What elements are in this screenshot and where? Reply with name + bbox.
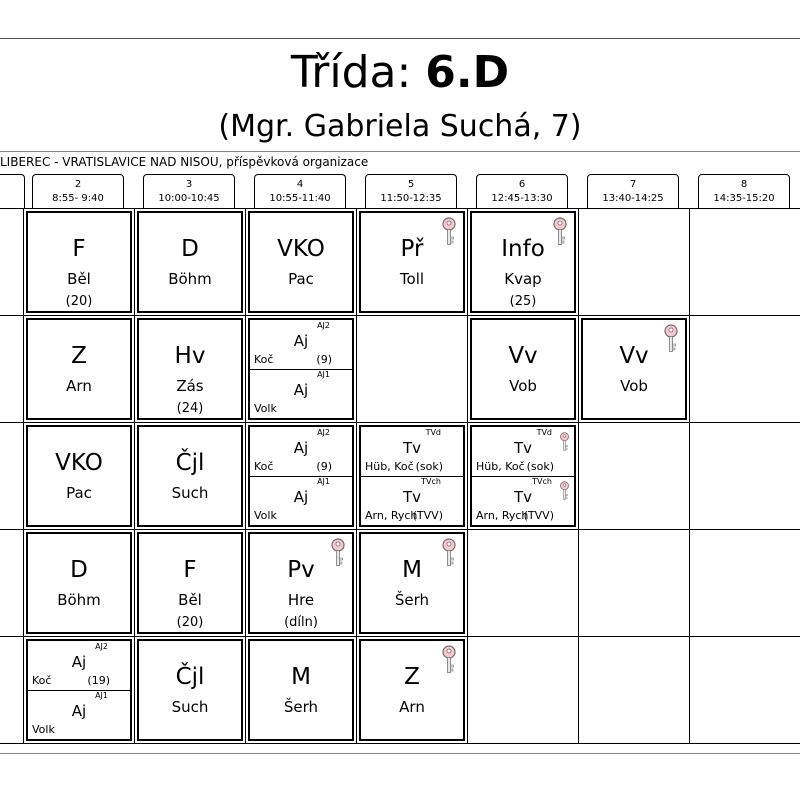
column-divider <box>245 209 246 744</box>
lesson-teacher: Volk <box>254 509 277 522</box>
lesson-subject: Aj <box>293 439 309 457</box>
period-tab-1 <box>0 174 25 208</box>
lesson-room: (20) <box>65 294 93 309</box>
lesson-subject: Vv <box>508 343 538 369</box>
lesson-subject: Čjl <box>175 450 205 476</box>
lesson-cell[interactable] <box>359 532 465 634</box>
lesson-teacher: Pac <box>66 484 92 502</box>
column-divider <box>134 209 135 744</box>
lesson-teacher: Hüb, Koč <box>365 460 414 473</box>
lesson-cell[interactable] <box>248 425 354 527</box>
lesson-teacher: Böhm <box>168 270 212 288</box>
column-divider <box>356 209 357 744</box>
lesson-teacher: Pac <box>288 270 314 288</box>
lesson-teacher: Arn <box>66 377 92 395</box>
lesson-cell[interactable] <box>137 639 243 741</box>
lesson-subject: VKO <box>277 236 325 262</box>
period-time: 10:00-10:45 <box>158 193 220 204</box>
group-lesson-top <box>250 320 352 370</box>
lesson-cell[interactable] <box>26 532 132 634</box>
group-tag: AJ1 <box>317 477 330 486</box>
group-lesson-bottom <box>472 476 574 525</box>
lesson-room: (TVV) <box>523 509 554 522</box>
lesson-teacher: Koč <box>254 353 274 366</box>
group-tag: AJ2 <box>95 642 108 651</box>
lesson-teacher: Koč <box>32 674 52 687</box>
row-divider <box>0 208 800 209</box>
key-icon <box>552 217 568 247</box>
key-icon <box>559 481 570 501</box>
lesson-cell[interactable] <box>248 318 354 420</box>
key-icon <box>559 432 570 452</box>
group-tag: TVch <box>532 477 552 486</box>
class-teacher: (Mgr. Gabriela Suchá, 7) <box>218 109 582 144</box>
lesson-teacher: Volk <box>254 402 277 415</box>
group-lesson-top <box>28 641 130 691</box>
row-divider <box>0 529 800 530</box>
lesson-subject: Aj <box>293 381 309 399</box>
period-time: 8:55- 9:40 <box>52 193 104 204</box>
group-tag: AJ1 <box>317 370 330 379</box>
lesson-cell[interactable] <box>137 318 243 420</box>
lesson-subject: Aj <box>71 702 87 720</box>
lesson-room: (díln) <box>284 615 318 630</box>
key-icon <box>441 538 457 568</box>
group-tag: TVch <box>421 477 441 486</box>
period-number: 4 <box>296 179 304 190</box>
lesson-subject: Tv <box>402 488 422 506</box>
group-lesson-bottom <box>250 476 352 525</box>
period-tab <box>476 174 568 208</box>
lesson-cell[interactable] <box>26 639 132 741</box>
lesson-subject: Tv <box>513 439 533 457</box>
period-tab <box>365 174 457 208</box>
lesson-subject: Tv <box>402 439 422 457</box>
row-divider <box>0 422 800 423</box>
lesson-room: (sok) <box>415 460 443 473</box>
period-number: 6 <box>518 179 526 190</box>
lesson-subject: Vv <box>619 343 649 369</box>
lesson-room: (9) <box>316 460 332 473</box>
group-lesson-top <box>472 427 574 477</box>
lesson-teacher: Such <box>171 698 209 716</box>
lesson-cell[interactable] <box>359 211 465 313</box>
lesson-cell[interactable] <box>137 425 243 527</box>
lesson-subject: VKO <box>55 450 103 476</box>
lesson-room: (25) <box>509 294 537 309</box>
lesson-subject: Hv <box>174 343 206 369</box>
group-lesson-bottom <box>250 369 352 418</box>
lesson-teacher: Toll <box>399 270 425 288</box>
lesson-teacher: Běl <box>67 270 91 288</box>
period-time: 13:40-14:25 <box>602 193 664 204</box>
lesson-teacher: Šerh <box>394 591 430 609</box>
lesson-room: (TVV) <box>412 509 443 522</box>
column-divider <box>689 209 690 744</box>
lesson-subject: Aj <box>293 332 309 350</box>
lesson-subject: Př <box>400 236 424 262</box>
lesson-subject: M <box>402 557 422 583</box>
header-rule <box>0 151 800 152</box>
lesson-teacher: Hüb, Koč <box>476 460 525 473</box>
key-icon <box>441 645 457 675</box>
period-tab <box>32 174 124 208</box>
lesson-subject: Čjl <box>175 664 205 690</box>
lesson-teacher: Kvap <box>504 270 542 288</box>
group-lesson-top <box>361 427 463 477</box>
lesson-teacher: Arn <box>399 698 425 716</box>
lesson-cell[interactable] <box>137 211 243 313</box>
group-tag: TVd <box>425 428 441 437</box>
lesson-teacher: Vob <box>509 377 537 395</box>
key-icon <box>330 538 346 568</box>
bottom-rule <box>0 753 800 754</box>
lesson-cell[interactable] <box>359 639 465 741</box>
lesson-teacher: Arn, Rych <box>476 509 529 522</box>
row-divider <box>0 743 800 744</box>
lesson-teacher: Vob <box>620 377 648 395</box>
lesson-cell[interactable] <box>26 211 132 313</box>
lesson-cell[interactable] <box>470 318 576 420</box>
lesson-teacher: Zás <box>176 377 204 395</box>
period-time: 10:55-11:40 <box>269 193 331 204</box>
lesson-subject: Pv <box>287 557 315 583</box>
column-divider <box>578 209 579 744</box>
lesson-cell[interactable] <box>581 318 687 420</box>
row-divider <box>0 315 800 316</box>
lesson-subject: D <box>70 557 88 583</box>
lesson-room: (19) <box>87 674 110 687</box>
lesson-subject: F <box>72 236 86 262</box>
group-tag: AJ1 <box>95 691 108 700</box>
period-number: 2 <box>74 179 82 190</box>
lesson-room: (20) <box>176 615 204 630</box>
column-divider <box>467 209 468 744</box>
period-time: 11:50-12:35 <box>380 193 442 204</box>
lesson-room: (9) <box>316 353 332 366</box>
period-tab <box>143 174 235 208</box>
lesson-subject: D <box>181 236 199 262</box>
lesson-cell[interactable] <box>248 639 354 741</box>
period-time: 14:35-15:20 <box>713 193 775 204</box>
period-number: 3 <box>185 179 193 190</box>
lesson-cell[interactable] <box>248 211 354 313</box>
lesson-cell[interactable] <box>248 532 354 634</box>
class-name: 6.D <box>425 47 510 98</box>
title-prefix: Třída: <box>290 47 412 98</box>
lesson-teacher: Such <box>171 484 209 502</box>
lesson-subject: M <box>291 664 311 690</box>
lesson-teacher: Volk <box>32 723 55 736</box>
period-time: 12:45-13:30 <box>491 193 553 204</box>
lesson-subject: Aj <box>293 488 309 506</box>
lesson-teacher: Böhm <box>57 591 101 609</box>
period-number: 5 <box>407 179 415 190</box>
lesson-teacher: Koč <box>254 460 274 473</box>
lesson-cell[interactable] <box>359 425 465 527</box>
lesson-cell[interactable] <box>26 318 132 420</box>
lesson-subject: Tv <box>513 488 533 506</box>
lesson-teacher: Šerh <box>283 698 319 716</box>
lesson-cell[interactable] <box>470 425 576 527</box>
lesson-teacher: Hre <box>287 591 315 609</box>
period-tab <box>698 174 790 208</box>
school-name: LIBEREC - VRATISLAVICE NAD NISOU, příspěvková organizace <box>0 155 369 169</box>
group-tag: AJ2 <box>317 321 330 330</box>
lesson-teacher: Běl <box>178 591 202 609</box>
column-divider <box>23 209 24 744</box>
lesson-subject: Info <box>501 236 545 262</box>
group-lesson-bottom <box>361 476 463 525</box>
lesson-cell[interactable] <box>26 425 132 527</box>
key-icon <box>441 217 457 247</box>
row-divider <box>0 636 800 637</box>
lesson-subject: F <box>183 557 197 583</box>
lesson-cell[interactable] <box>137 532 243 634</box>
group-tag: AJ2 <box>317 428 330 437</box>
top-rule <box>0 38 800 39</box>
period-number: 7 <box>629 179 637 190</box>
period-tab <box>254 174 346 208</box>
group-lesson-bottom <box>28 690 130 739</box>
period-tab <box>587 174 679 208</box>
period-number: 8 <box>740 179 748 190</box>
lesson-subject: Z <box>71 343 87 369</box>
lesson-subject: Aj <box>71 653 87 671</box>
lesson-teacher: Arn, Rych <box>365 509 418 522</box>
group-lesson-top <box>250 427 352 477</box>
lesson-room: (sok) <box>526 460 554 473</box>
lesson-cell[interactable] <box>470 211 576 313</box>
lesson-room: (24) <box>176 401 204 416</box>
group-tag: TVd <box>536 428 552 437</box>
key-icon <box>663 324 679 354</box>
page-title <box>0 44 800 102</box>
lesson-subject: Z <box>404 664 420 690</box>
